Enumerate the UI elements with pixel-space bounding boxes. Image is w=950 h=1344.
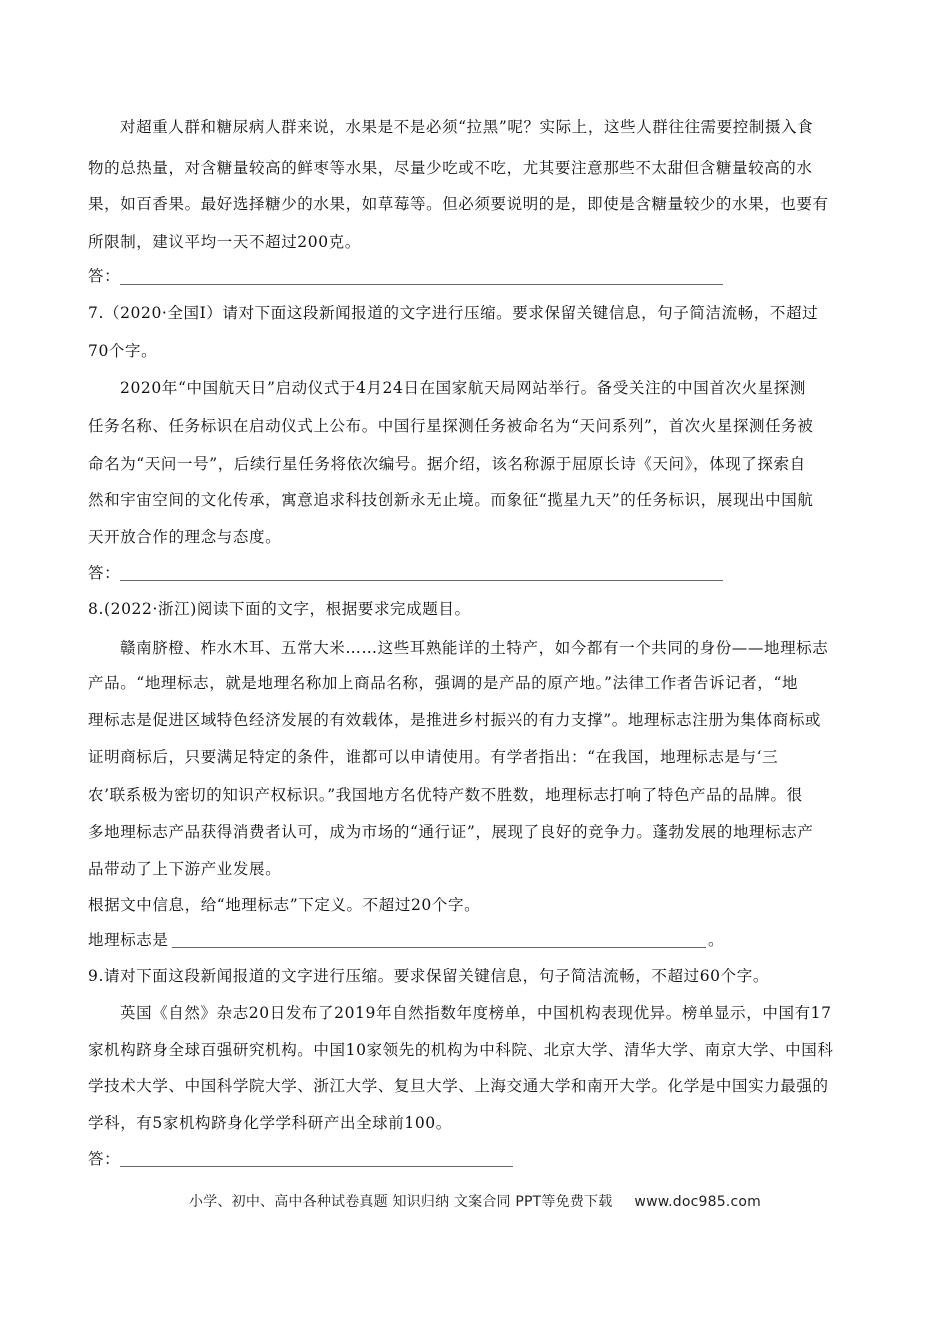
q8-passage-line-4: 证明商标后，只要满足特定的条件，谁都可以申请使用。有学者指出：“在我国，地理标志是与‘三	[88, 748, 779, 766]
q6-passage-line-4: 所限制，建议平均一天不超过200克。	[88, 233, 361, 251]
q6-answer-label: 答：	[88, 267, 121, 285]
footer-url-link[interactable]: www.doc985.com	[634, 1194, 761, 1210]
q9-passage-line-3: 学技术大学、中国科学院大学、浙江大学、复旦大学、上海交通大学和南开大学。化学是中国实力最强的	[88, 1077, 829, 1095]
q6-passage-line-3: 果，如百香果。最好选择糖少的水果，如草莓等。但必须要说明的是，即使是含糖量较少的水果，也要有	[88, 195, 829, 213]
q9-prompt: 9.请对下面这段新闻报道的文字进行压缩。要求保留关键信息，句子简洁流畅，不超过60个字。	[88, 967, 769, 985]
q8-instruction: 根据文中信息，给“地理标志”下定义。不超过20个字。	[88, 896, 481, 914]
q6-passage-line-1: 对超重人群和糖尿病人群来说，水果是不是必须“拉黑”呢？实际上，这些人群往往需要控制摄入食	[120, 118, 814, 136]
q7-passage-line-4: 然和宇宙空间的文化传承，寓意追求科技创新永无止境。而象征“揽星九天”的任务标识，展现出中国航	[88, 491, 814, 509]
q8-passage-line-1: 赣南脐橙、柞水木耳、五常大米……这些耳熟能详的土特产，如今都有一个共同的身份——地理标志	[120, 639, 829, 657]
q8-passage-line-2: 产品。“地理标志，就是地理名称加上商品名称，强调的是产品的原产地。”法律工作者告诉记者，“地	[88, 674, 799, 692]
q9-passage-line-4: 学科，有5家机构跻身化学学科研产出全球前100。	[88, 1114, 452, 1132]
q7-passage-line-5: 天开放合作的理念与态度。	[88, 528, 282, 546]
q8-answer-suffix: 。	[708, 931, 725, 949]
page-footer	[0, 1191, 950, 1211]
q6-answer-field[interactable]	[120, 284, 723, 285]
q9-passage-line-2: 家机构跻身全球百强研究机构。中国10家领先的机构为中科院、北京大学、清华大学、南京大学、中国科	[88, 1041, 834, 1059]
q7-passage-line-1: 2020年“中国航天日”启动仪式于4月24日在国家航天局网站举行。备受关注的中国首次火星探测	[120, 379, 806, 397]
q7-passage-line-2: 任务名称、任务标识在启动仪式上公布。中国行星探测任务被命名为“天问系列”，首次火星探测任务被	[88, 417, 814, 435]
q7-prompt-line-1: 7.（2020·全国Ⅰ）请对下面这段新闻报道的文字进行压缩。要求保留关键信息，句子简洁流畅，不超过	[88, 304, 819, 322]
q8-answer-field[interactable]	[172, 947, 706, 948]
footer-text: 小学、初中、高中各种试卷真题 知识归纳 文案合同 PPT等免费下载	[189, 1194, 613, 1210]
q8-passage-line-3: 理标志是促进区域特色经济发展的有效载体，是推进乡村振兴的有力支撑”。地理标志注册为集体商标或	[88, 711, 822, 729]
q7-answer-label: 答：	[88, 564, 121, 582]
q8-prompt: 8.(2022·浙江)阅读下面的文字，根据要求完成题目。	[88, 600, 471, 618]
q7-prompt-line-2: 70个字。	[88, 342, 158, 360]
q8-passage-line-5: 农’联系极为密切的知识产权标识。”我国地方名优特产数不胜数，地理标志打响了特色产品的品牌。很	[88, 786, 803, 804]
q8-answer-prefix: 地理标志是	[88, 931, 169, 949]
q7-answer-field[interactable]	[120, 580, 723, 581]
q8-passage-line-6: 多地理标志产品获得消费者认可，成为市场的“通行证”，展现了良好的竞争力。蓬勃发展的地理标志产	[88, 823, 814, 841]
q9-passage-line-1: 英国《自然》杂志20日发布了2019年自然指数年度榜单，中国机构表现优异。榜单显示，中国有17	[120, 1004, 832, 1022]
q8-passage-line-7: 品带动了上下游产业发展。	[88, 860, 282, 878]
q6-passage-line-2: 物的总热量，对含糖量较高的鲜枣等水果，尽量少吃或不吃，尤其要注意那些不太甜但含糖量较高的水	[88, 159, 813, 177]
q9-answer-label: 答：	[88, 1150, 121, 1168]
q7-passage-line-3: 命名为“天问一号”，后续行星任务将依次编号。据介绍，该名称源于屈原长诗《天问》，体现了探索自	[88, 455, 806, 473]
q9-answer-field[interactable]	[120, 1166, 513, 1167]
